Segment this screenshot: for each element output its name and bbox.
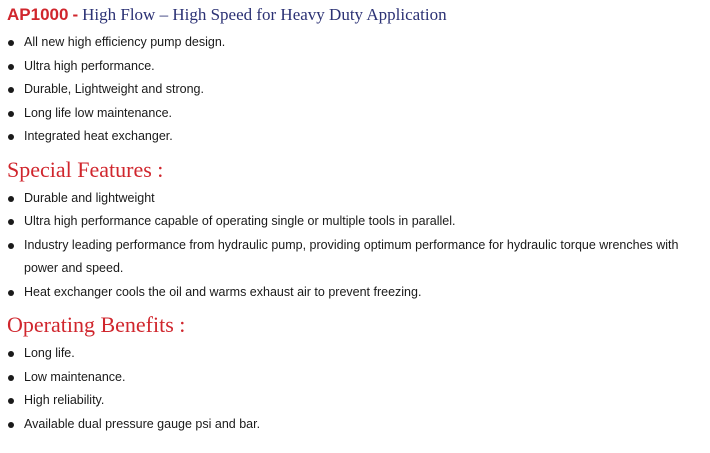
- bullet-icon: [8, 290, 14, 296]
- bullet-icon: [8, 87, 14, 93]
- bullet-icon: [8, 219, 14, 225]
- intro-list: [7, 31, 710, 149]
- list-item: [7, 102, 710, 126]
- list-item: [7, 78, 710, 102]
- bullet-icon: [8, 196, 14, 202]
- bullet-icon: [8, 375, 14, 381]
- list-item-text: Integrated heat exchanger.: [24, 129, 173, 143]
- list-item: [7, 234, 710, 281]
- operating-benefits-heading: Operating Benefits :: [7, 312, 186, 337]
- bullet-icon: [8, 111, 14, 117]
- list-item-text: Low maintenance.: [24, 369, 126, 384]
- list-item-text: Ultra high performance capable of operating single or multiple tools in parallel.: [24, 214, 456, 228]
- list-item: [7, 125, 710, 149]
- special-features-list: [7, 187, 710, 305]
- list-item: [7, 413, 710, 437]
- operating-benefits-list: [7, 342, 710, 436]
- special-features-heading: Special Features :: [7, 156, 164, 182]
- bullet-icon: [8, 243, 14, 249]
- list-item-text: Ultra high performance.: [24, 58, 155, 73]
- list-item: [7, 389, 710, 413]
- list-item: [7, 55, 710, 79]
- list-item-text: Durable, Lightweight and strong.: [24, 82, 204, 96]
- list-item: [7, 342, 710, 366]
- product-title: [7, 0, 710, 29]
- list-item: [7, 187, 710, 211]
- list-item: [7, 281, 710, 305]
- bullet-icon: [8, 40, 14, 46]
- title-separator: -: [72, 5, 79, 24]
- bullet-icon: [8, 422, 14, 428]
- bullet-icon: [8, 398, 14, 404]
- list-item-text: Heat exchanger cools the oil and warms exhaust air to prevent freezing.: [24, 284, 422, 299]
- list-item-text: High reliability.: [24, 393, 105, 407]
- product-subtitle: High Flow – High Speed for Heavy Duty Application: [82, 5, 447, 24]
- bullet-icon: [8, 351, 14, 357]
- list-item-text: Available dual pressure gauge psi and bar.: [24, 416, 261, 431]
- list-item-text: All new high efficiency pump design.: [24, 35, 226, 49]
- list-item: [7, 210, 710, 234]
- list-item: [7, 31, 710, 55]
- model-name: AP1000: [7, 5, 69, 24]
- list-item-text: Long life low maintenance.: [24, 105, 173, 120]
- list-item: [7, 366, 710, 390]
- list-item-text: Durable and lightweight: [24, 190, 155, 205]
- list-item-text: Industry leading performance from hydraulic pump, providing optimum performance for hydraulic torque wrenches with power and speed.: [24, 237, 679, 275]
- list-item-text: Long life.: [24, 346, 75, 360]
- bullet-icon: [8, 134, 14, 140]
- bullet-icon: [8, 64, 14, 70]
